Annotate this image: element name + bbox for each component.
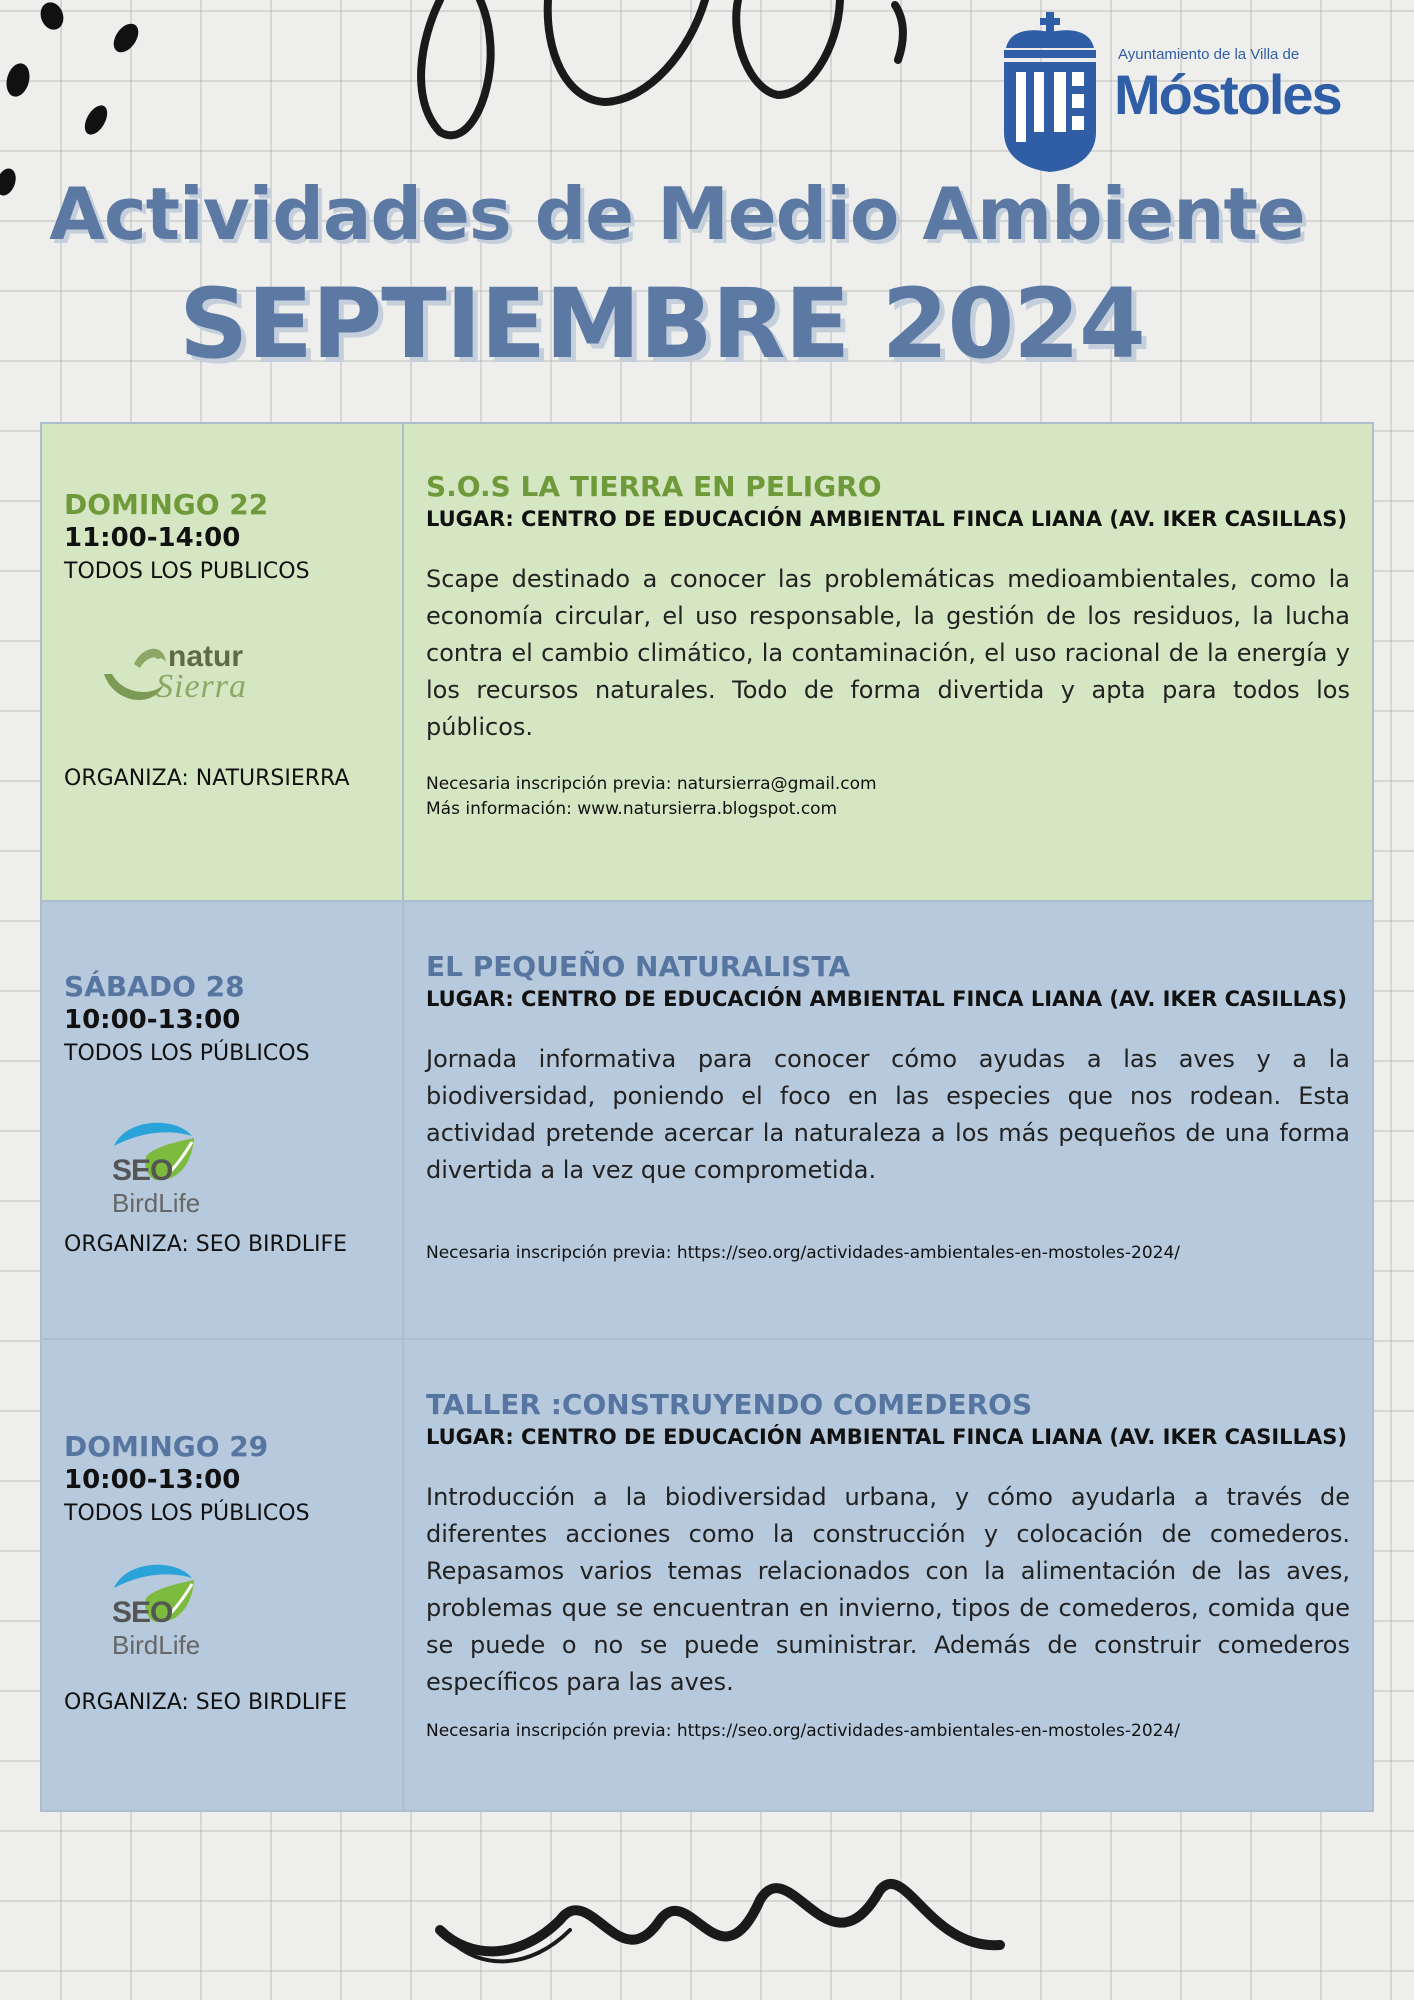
event-organizer: ORGANIZA: NATURSIERRA — [64, 766, 350, 791]
seo-birdlife-logo — [106, 1116, 216, 1226]
event-description: Scape destinado a conocer las problemáticas medioambientales, como la economía circular, el uso responsable, la gestión de los residuos, la lucha contra el cambio climático, la contaminación, el uso racional de la energía y los recursos naturales. Todo de forma divertida y apta para todos los públicos. — [426, 565, 1350, 741]
event-registration: Necesaria inscripción previa: https://seo.org/actividades-ambientales-en-mostoles-2024/ — [426, 1721, 1180, 1741]
natursierra-logo — [94, 634, 294, 714]
natursierra-logo-text2: Sierra — [156, 668, 247, 705]
event-organizer: ORGANIZA: SEO BIRDLIFE — [64, 1232, 348, 1257]
event-day: SÁBADO 28 — [64, 970, 245, 1003]
event-place: LUGAR: CENTRO DE EDUCACIÓN AMBIENTAL FINCA LIANA (AV. IKER CASILLAS) — [426, 507, 1347, 531]
event-details — [404, 1340, 1372, 1810]
events-table — [40, 422, 1374, 1812]
event-info — [42, 424, 404, 900]
event-row — [42, 1340, 1372, 1810]
mostoles-crest-icon — [1000, 12, 1100, 172]
event-place: LUGAR: CENTRO DE EDUCACIÓN AMBIENTAL FINCA LIANA (AV. IKER CASILLAS) — [426, 1425, 1347, 1449]
event-title: S.O.S LA TIERRA EN PELIGRO — [426, 470, 882, 503]
city-logo-name: Móstoles — [1114, 63, 1341, 126]
event-title: TALLER :CONSTRUYENDO COMEDEROS — [426, 1388, 1033, 1421]
event-day: DOMINGO 22 — [64, 488, 269, 521]
city-logo-subtitle: Ayuntamiento de la Villa de — [1118, 46, 1300, 63]
seo-logo-text2: BirdLife — [112, 1188, 201, 1218]
event-info — [42, 902, 404, 1338]
event-audience: TODOS LOS PÚBLICOS — [64, 1501, 310, 1526]
event-details — [404, 424, 1372, 900]
event-day: DOMINGO 29 — [64, 1430, 269, 1463]
event-time: 11:00-14:00 — [64, 523, 241, 553]
event-info — [42, 1340, 404, 1810]
event-organizer: ORGANIZA: SEO BIRDLIFE — [64, 1690, 348, 1715]
seo-birdlife-logo — [106, 1558, 216, 1668]
event-more-info: Más información: www.natursierra.blogspot.com — [426, 799, 838, 819]
event-row — [42, 902, 1372, 1340]
seo-logo-text2: BirdLife — [112, 1630, 201, 1660]
seo-logo-text: SEO — [112, 1154, 173, 1187]
page-subtitle: SEPTIEMBRE 2024 — [179, 268, 1145, 380]
event-title: EL PEQUEÑO NATURALISTA — [426, 950, 851, 983]
event-audience: TODOS LOS PUBLICOS — [64, 559, 310, 584]
event-description: Introducción a la biodiversidad urbana, y cómo ayudarla a través de diferentes acciones como la construcción y colocación de comederos. Repasamos varios temas relacionados con la alimentación de las aves, problemas que se encuentran en invierno, tipos de comederos, comida que se puede o no se puede suministrar. Además de construir comederos específicos para las aves. — [426, 1483, 1350, 1696]
event-time: 10:00-13:00 — [64, 1005, 241, 1035]
event-time: 10:00-13:00 — [64, 1465, 241, 1495]
event-audience: TODOS LOS PÚBLICOS — [64, 1041, 310, 1066]
event-row — [42, 424, 1372, 902]
seo-logo-text: SEO — [112, 1596, 173, 1629]
event-description: Jornada informativa para conocer cómo ayudas a las aves y a la biodiversidad, poniendo el foco en las especies que nos rodean. Esta actividad pretende acercar la naturaleza a los más pequeños de una forma divertida a la vez que comprometida. — [426, 1045, 1350, 1184]
natursierra-logo-text: natur — [168, 640, 243, 673]
page-title: Actividades de Medio Ambiente — [49, 172, 1305, 256]
event-registration: Necesaria inscripción previa: natursierra@gmail.com — [426, 774, 877, 794]
city-logo — [1000, 12, 1360, 172]
event-details — [404, 902, 1372, 1338]
event-registration: Necesaria inscripción previa: https://seo.org/actividades-ambientales-en-mostoles-2024/ — [426, 1243, 1180, 1263]
event-place: LUGAR: CENTRO DE EDUCACIÓN AMBIENTAL FINCA LIANA (AV. IKER CASILLAS) — [426, 987, 1347, 1011]
